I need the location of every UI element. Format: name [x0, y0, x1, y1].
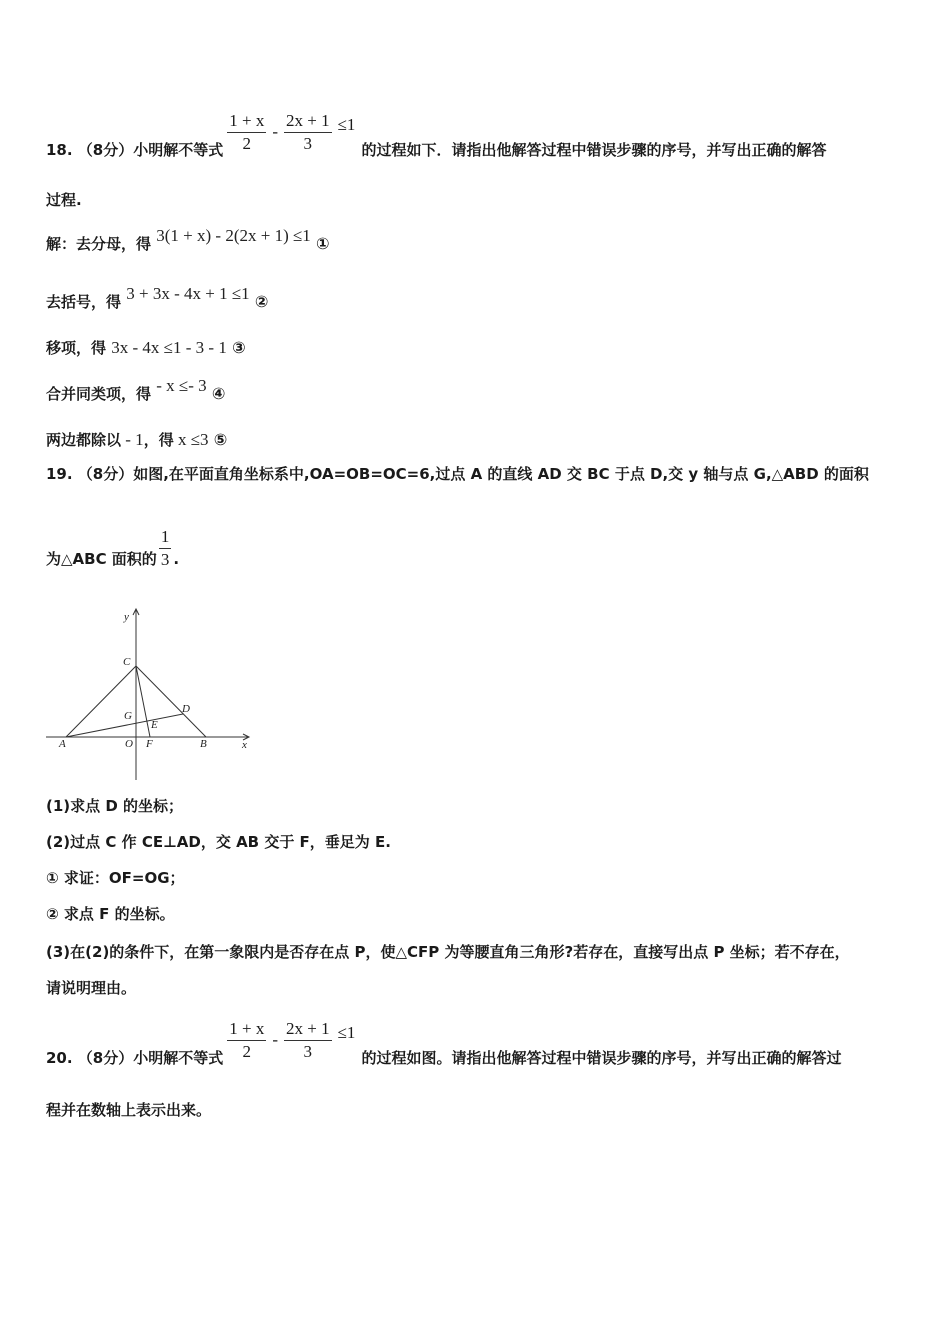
q20-fraction-2: $\frac{2x + 1}{3}$	[286, 1018, 330, 1061]
label-y: y	[124, 611, 129, 623]
q18-step-4: 合并同类项，得 - x ≤- 3 ④	[46, 376, 226, 403]
q18-statement	[46, 104, 826, 160]
segment-CB	[136, 666, 206, 737]
q20-statement	[46, 1012, 841, 1068]
segment-CF	[136, 666, 150, 737]
coordinate-figure	[40, 604, 260, 784]
q20-suffix-2: 程并在数轴上表示出来。	[46, 1101, 212, 1119]
step-2-expression: 3 + 3x - 4x + 1 ≤1	[126, 284, 250, 303]
q18-suffix: 的过程如下．请指出他解答过程中错误步骤的序号，并写出正确的解答	[361, 141, 827, 159]
q18-step-3: 移项，得 3x - 4x ≤1 - 3 - 1 ③	[46, 338, 246, 357]
label-B: B	[200, 738, 207, 750]
q19-part-2: (2)过点 C 作 CE⊥AD，交 AB 交于 F，垂足为 E.	[46, 833, 391, 851]
label-E: E	[151, 719, 158, 731]
label-C: C	[123, 656, 131, 668]
label-A: A	[59, 738, 66, 750]
label-F: F	[146, 738, 153, 750]
q20-inequality: $\frac{1 + x}{2}$ - $\frac{2x + 1}{3}$ ≤1	[229, 1018, 356, 1061]
q18-suffix-2: 过程.	[46, 191, 82, 209]
q20-prefix: 20. （8分）小明解不等式	[46, 1049, 224, 1067]
q19-fraction: $\frac{1}{3}$	[160, 527, 170, 569]
label-G: G	[124, 710, 132, 722]
q19-statement: 19. （8分）如图,在平面直角坐标系中,OA=OB=OC=6,过点 A 的直线 AD 交 BC 于点 D,交 y 轴与点 G,△ABD 的面积	[46, 465, 869, 483]
q20-fraction-1: $\frac{1 + x}{2}$	[229, 1018, 265, 1061]
q18-step-2: 去括号，得 3 + 3x - 4x + 1 ≤1 ②	[46, 284, 269, 311]
q18-inequality: $\frac{1 + x}{2}$ - $\frac{2x + 1}{3}$ ≤1	[229, 110, 356, 153]
q19-part-3-cont: 请说明理由。	[46, 979, 137, 997]
label-D: D	[182, 703, 190, 715]
q19-statement-2: 为△ABC 面积的 $\frac{1}{3}$ .	[46, 527, 180, 569]
step-1-expression: 3(1 + x) - 2(2x + 1) ≤1	[156, 226, 311, 245]
step-3-expression: 3x - 4x ≤1 - 3 - 1	[111, 338, 227, 357]
q18-step-5: 两边都除以 - 1，得 x ≤3 ⑤	[46, 430, 228, 449]
step-5-expression: x ≤3	[173, 430, 209, 449]
q18-fraction-2: $\frac{2x + 1}{3}$	[286, 110, 330, 153]
q18-prefix: 18. （8分）小明解不等式	[46, 141, 224, 159]
q19-part-2-i: ① 求证：OF=OG；	[46, 869, 185, 887]
q19-part-3: (3)在(2)的条件下，在第一象限内是否存在点 P，使△CFP 为等腰直角三角形?若存在，直接写出点 P 坐标；若不存在，	[46, 943, 850, 961]
label-x: x	[242, 739, 247, 751]
q20-suffix: 的过程如图。请指出他解答过程中错误步骤的序号，并写出正确的解答过	[361, 1049, 842, 1067]
q18-fraction-1: $\frac{1 + x}{2}$	[229, 110, 265, 153]
q19-part-1: (1)求点 D 的坐标；	[46, 797, 184, 815]
label-O: O	[125, 738, 133, 750]
q18-step-1: 解：去分母，得 3(1 + x) - 2(2x + 1) ≤1 ①	[46, 226, 330, 253]
segment-AC	[66, 666, 136, 737]
q19-part-2-ii: ② 求点 F 的坐标。	[46, 905, 175, 923]
step-4-expression: - x ≤- 3	[156, 376, 207, 395]
